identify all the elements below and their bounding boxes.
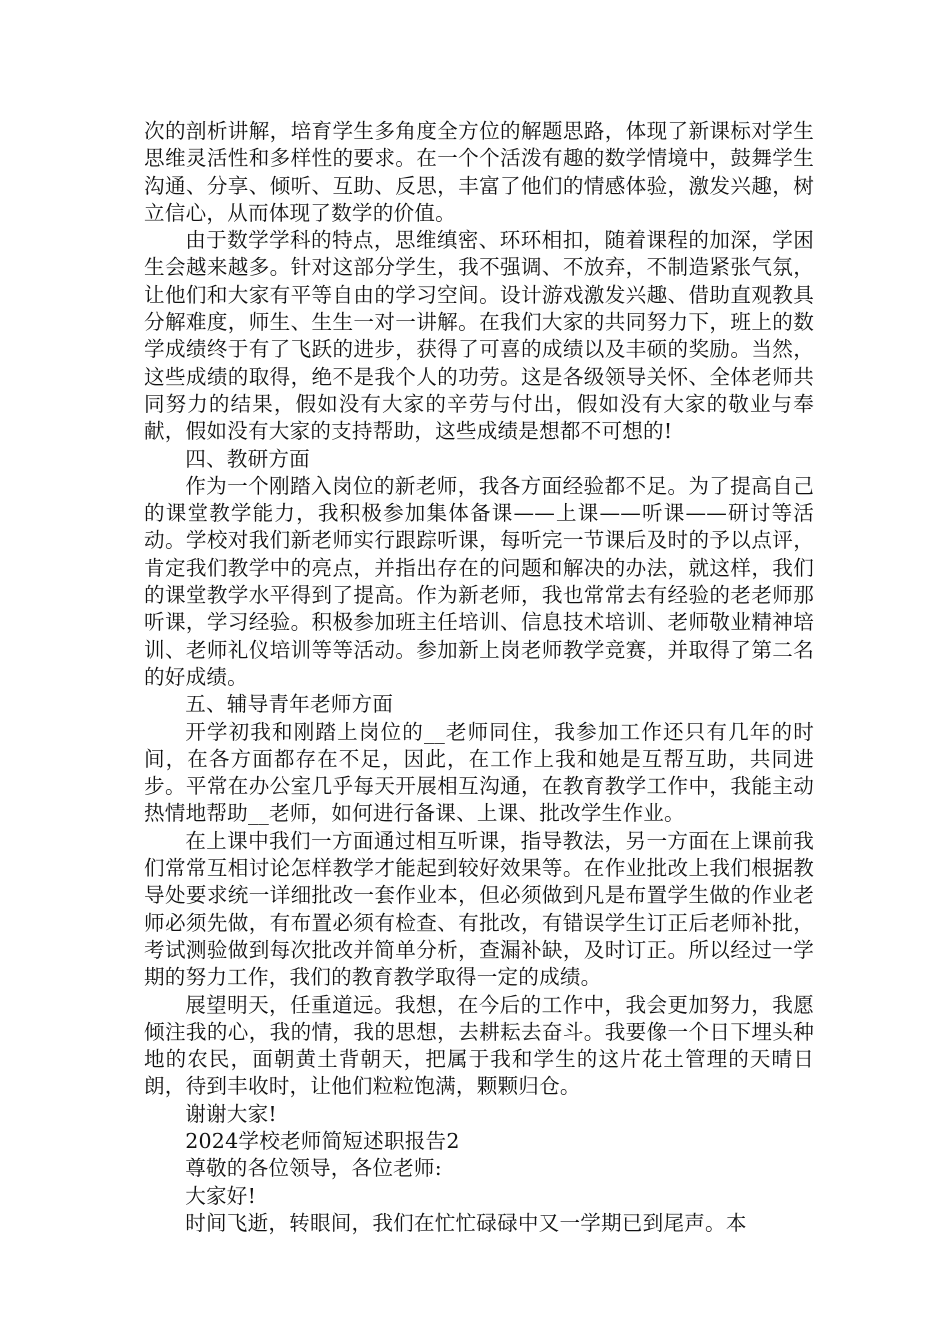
section-heading-mentoring: 五、辅导青年老师方面 xyxy=(185,692,394,717)
greeting: 大家好! xyxy=(185,1183,257,1208)
paragraph-intro-continuation: 次的剖析讲解，培育学生多角度全方位的解题思路，体现了新课标对学生思维灵活性和多样性的要求。在一个个活泼有趣的数学情境中，鼓舞学生沟通、分享、倾听、互助、反思，丰富了他们的情感体验，激发兴趣，树立信心，从而体现了数学的价值。 xyxy=(144,119,814,225)
salutation: 尊敬的各位领导，各位老师: xyxy=(185,1156,442,1181)
section-heading-teaching-research: 四、教研方面 xyxy=(185,446,310,471)
paragraph-outlook: 展望明天，任重道远。我想，在今后的工作中，我会更加努力，我愿倾注我的心，我的情，我的思想，去耕耘去奋斗。我要像一个日下埋头种地的农民，面朝黄土背朝天，把属于我和学生的这片花土管理的天晴日朗，待到丰收时，让他们粒粒饱满，颗颗归仓。 xyxy=(144,992,814,1099)
paragraph-math-students: 由于数学学科的特点，思维缜密、环环相扣，随着课程的加深，学困生会越来越多。针对这部分学生，我不强调、不放弃，不制造紧张气氛，让他们和大家有平等自由的学习空间。设计游戏激发兴趣、借助直观教具分解难度，师生、生生一对一讲解。在我们大家的共同努力下，班上的数学成绩终于有了飞跃的进步，获得了可喜的成绩以及丰硕的奖励。当然，这些成绩的取得，绝不是我个人的功劳。这是各级领导关怀、全体老师共同努力的结果，假如没有大家的辛劳与付出，假如没有大家的敬业与奉献，假如没有大家的支持帮助，这些成绩是想都不可想的! xyxy=(144,228,814,444)
paragraph-teaching-research: 作为一个刚踏入岗位的新老师，我各方面经验都不足。为了提高自己的课堂教学能力，我积极参加集体备课——上课——听课——研讨等活动。学校对我们新老师实行跟踪听课，每听完一节课后及时的予以点评，肯定我们教学中的亮点，并指出存在的问题和解决的办法，就这样，我们的课堂教学水平得到了提高。作为新老师，我也常常去有经验的老老师那听课，学习经验。积极参加班主任培训、信息技术培训、老师敬业精神培训、老师礼仪培训等等活动。参加新上岗老师教学竞赛，并取得了第二名的好成绩。 xyxy=(144,473,814,689)
report-title-2: 2024学校老师简短述职报告2 xyxy=(185,1128,460,1153)
document-page xyxy=(144,118,814,1237)
paragraph-mentoring: 开学初我和刚踏上岗位的__老师同住，我参加工作还只有几年的时间，在各方面都存在不足，因此，在工作上我和她是互帮互助，共同进步。平常在办公室几乎每天开展相互沟通，在教育教学工作中，我能主动热情地帮助__老师，如何进行备课、上课、批改学生作业。 xyxy=(144,719,814,826)
paragraph-thanks: 谢谢大家! xyxy=(185,1101,277,1126)
paragraph-mutual-lessons: 在上课中我们一方面通过相互听课，指导教法，另一方面在上课前我们常常互相讨论怎样教学才能起到较好效果等。在作业批改上我们根据教导处要求统一详细批改一套作业本，但必须做到凡是布置学生做的作业老师必须先做，有布置必须有检查、有批改，有错误学生订正后老师补批，考试测验做到每次批改并简单分析，查漏补缺，及时订正。所以经过一学期的努力工作，我们的教育教学取得一定的成绩。 xyxy=(144,828,814,990)
paragraph-opening: 时间飞逝，转眼间，我们在忙忙碌碌中又一学期已到尾声。本 xyxy=(185,1210,747,1235)
